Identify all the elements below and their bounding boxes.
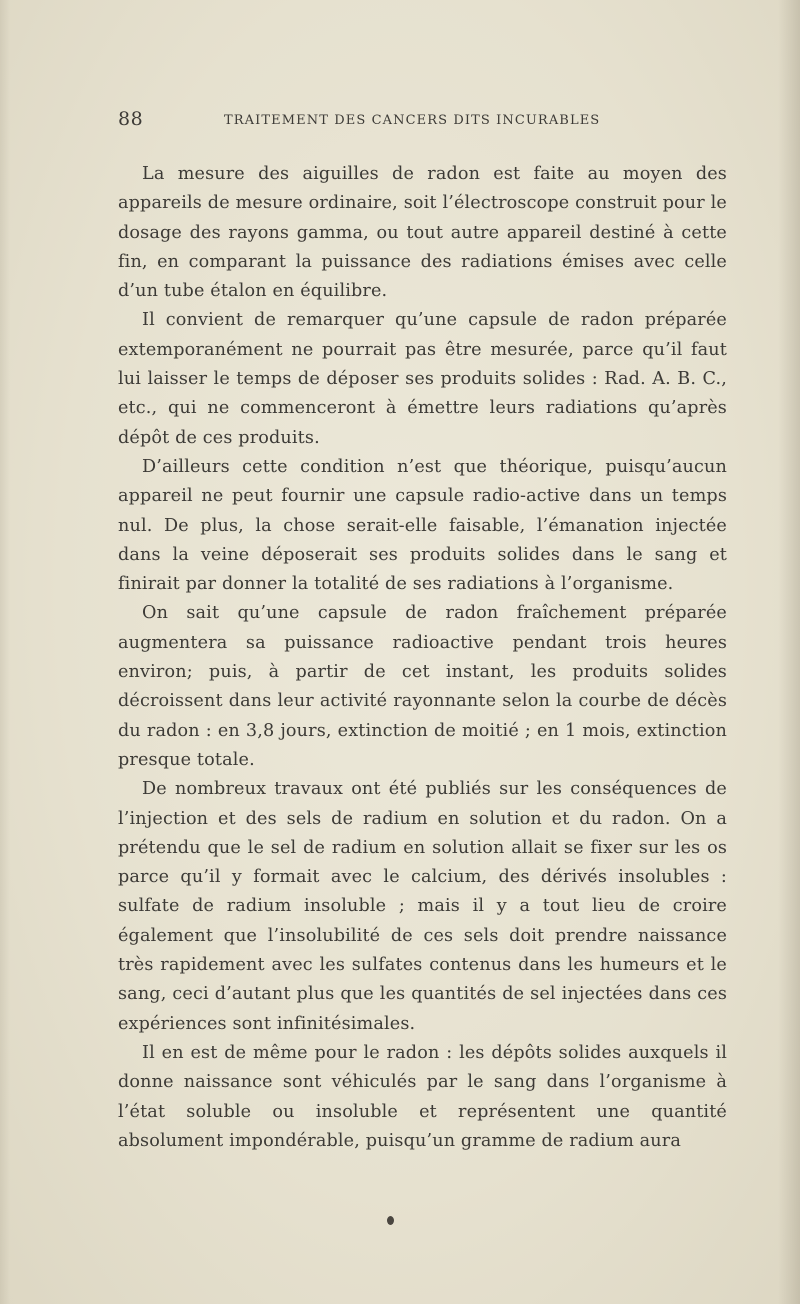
paragraph-radioactive-decay: On sait qu’une capsule de radon fraîchement préparée augmentera sa puissance radioactive pendant trois heures environ; puis, à partir de cet instant, les produits solides décroissent dans leur activité rayonnante selon la courbe de décès du radon : en 3,8 jours, extinction de moitié ; en 1 mois, extinction presque totale. — [118, 603, 727, 770]
page-header — [118, 108, 684, 138]
body-text — [118, 160, 727, 1156]
running-title: TRAITEMENT DES CANCERS DITS INCURABLES — [224, 113, 601, 128]
paragraph-theoretical-condition: D’ailleurs cette condition n’est que théorique, puisqu’aucun appareil ne peut fournir une capsule radio-active dans un temps nul. De plus, la chose serait-elle faisable, l’émanation injectée dans la veine déposerait ses produits solides dans le sang et finirait par donner la totalité de ses radiations à l’organisme. — [118, 456, 727, 595]
paragraph-radon-measurement: La mesure des aiguilles de radon est faite au moyen des appareils de mesure ordinaire, soit l’électroscope construit pour le dosage des rayons gamma, ou tout autre appareil destiné à cette fin, en comparant la puissance des radiations émises avec celle d’un tube étalon en équilibre. — [118, 164, 727, 302]
page-number: 88 — [118, 108, 144, 130]
left-page-edge — [0, 0, 10, 1304]
ink-spot — [387, 1216, 394, 1225]
right-page-edge — [778, 0, 800, 1304]
paragraph-radium-salts: De nombreux travaux ont été publiés sur les conséquences de l’injection et des sels de radium en solution et du radon. On a prétendu que le sel de radium en solution allait se fixer sur les os parce qu’il y formait avec le calcium, des dérivés insolubles : sulfate de radium insoluble ; mais il y a tout lieu de croire également que l’insolubilité de ces sels doit prendre naissance très rapidement avec les sulfates contenus dans les humeurs et le sang, ceci d’autant plus que les quantités de sel injectées dans ces expériences sont infinitésimales. — [118, 779, 727, 1034]
paragraph-radon-deposits: Il en est de même pour le radon : les dépôts solides auxquels il donne naissance sont véhiculés par le sang dans l’organisme à l’état soluble ou insoluble et représentent une quantité absolument impondérable, puisqu’un gramme de radium aura — [118, 1042, 727, 1151]
paragraph-capsule-preparation: Il convient de remarquer qu’une capsule de radon préparée extemporanément ne pourrait pas être mesurée, parce qu’il faut lui laisser le temps de déposer ses produits solides : Rad. A. B. C., etc., qui ne commenceront à émettre leurs radiations qu’après dépôt de ces produits. — [118, 310, 727, 448]
